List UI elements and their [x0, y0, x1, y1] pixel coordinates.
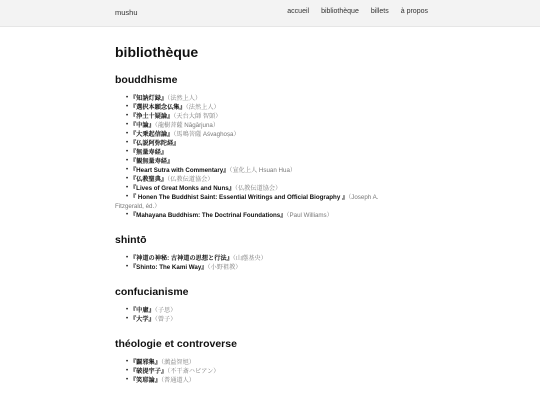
main-nav	[287, 8, 428, 15]
book-author: （子思）	[154, 307, 177, 314]
book-item	[130, 254, 427, 263]
book-title: 『中論』	[130, 122, 155, 129]
book-title: 『 Honen The Buddhist Saint: Essential Writings and Official Biography 』	[130, 194, 349, 201]
book-author: （仏教伝道協会）	[234, 185, 282, 192]
book-author: （馬鳴菩薩 Aśvaghoṣa）	[173, 131, 240, 138]
book-item	[130, 112, 427, 121]
book-item	[130, 157, 427, 166]
book-item	[130, 103, 427, 112]
book-item	[115, 193, 427, 211]
book-author: （法然上人）	[185, 104, 220, 111]
book-list-theologie	[115, 358, 427, 385]
book-author: （Paul Williams）	[286, 212, 333, 219]
book-title: 『知訥灯録』	[130, 95, 168, 102]
book-author: （仏教伝道協会）	[167, 176, 214, 183]
section-title-theologie: théologie et controverse	[115, 338, 237, 350]
book-title: 『浄土十疑論』	[130, 113, 174, 120]
book-item	[130, 184, 427, 193]
book-item	[130, 166, 427, 175]
book-item	[130, 94, 427, 103]
top-navbar	[0, 0, 540, 27]
book-title: 『笑耶論』	[130, 377, 161, 384]
book-author: （曾子）	[154, 316, 177, 323]
book-title: 『神道の神秘: 古神道の思想と行法』	[130, 255, 233, 262]
book-title: 『無量寿経』	[130, 149, 168, 156]
book-title: 『仏教聖典』	[130, 176, 168, 183]
book-title: 『選択本願念仏集』	[130, 104, 186, 111]
book-title: 『大学』	[130, 316, 155, 323]
book-title: 『大乗起信論』	[130, 131, 174, 138]
book-author-continued: Fitzgerald, éd.）	[115, 203, 161, 210]
book-list-confucianisme	[115, 306, 427, 324]
book-item	[130, 367, 427, 376]
book-author: （蕅益智旭）	[160, 359, 195, 366]
section-title-bouddhisme: bouddhisme	[115, 74, 178, 86]
book-title: 『闢邪集』	[130, 359, 161, 366]
book-item	[130, 358, 427, 367]
book-item	[130, 306, 427, 315]
section-title-confucianisme: confucianisme	[115, 286, 189, 298]
book-list-bouddhisme	[115, 94, 427, 220]
nav-link-bibliotheque[interactable]: bibliothèque	[321, 8, 359, 15]
book-author: （宣化上人 Hsuan Hua）	[229, 167, 297, 174]
book-author: （法然上人）	[167, 95, 202, 102]
book-title: 『Lives of Great Monks and Nuns』	[130, 185, 235, 192]
book-title: 『Mahayana Buddhism: The Doctrinal Foundations』	[130, 212, 287, 219]
book-author: （普通道人）	[160, 377, 195, 384]
book-item	[130, 175, 427, 184]
book-title: 『Heart Sutra with Commentary』	[130, 167, 230, 174]
book-item	[130, 148, 427, 157]
book-item	[130, 121, 427, 130]
book-author: （天台大師 智顗）	[173, 113, 222, 120]
book-author: （Joseph A.	[348, 194, 379, 201]
book-title: 『破提宇子』	[130, 368, 168, 375]
book-item	[130, 139, 427, 148]
nav-link-a-propos[interactable]: à propos	[400, 8, 428, 15]
book-item	[130, 376, 427, 385]
book-item	[130, 130, 427, 139]
nav-link-accueil[interactable]: accueil	[287, 8, 310, 15]
main-content	[115, 44, 427, 399]
page-title: bibliothèque	[115, 44, 199, 60]
book-title: 『中庸』	[130, 307, 155, 314]
book-title: 『観無量寿経』	[130, 158, 174, 165]
book-title: 『仏説阿弥陀経』	[130, 140, 180, 147]
book-author: （不干斎ハビアン）	[167, 368, 220, 375]
book-item	[130, 263, 427, 272]
section-title-shinto: shintō	[115, 234, 147, 246]
book-author: （龍樹菩薩 Nāgārjuna）	[154, 122, 220, 129]
book-title: 『Shinto: The Kami Way』	[130, 264, 208, 271]
book-author: （山蔭基央）	[232, 255, 267, 262]
nav-link-billets[interactable]: billets	[370, 8, 389, 15]
book-item	[130, 315, 427, 324]
book-list-shinto	[115, 254, 427, 272]
book-author: （小野祖教）	[207, 264, 242, 271]
book-item	[130, 211, 427, 220]
site-name-link[interactable]: mushu	[115, 8, 138, 17]
